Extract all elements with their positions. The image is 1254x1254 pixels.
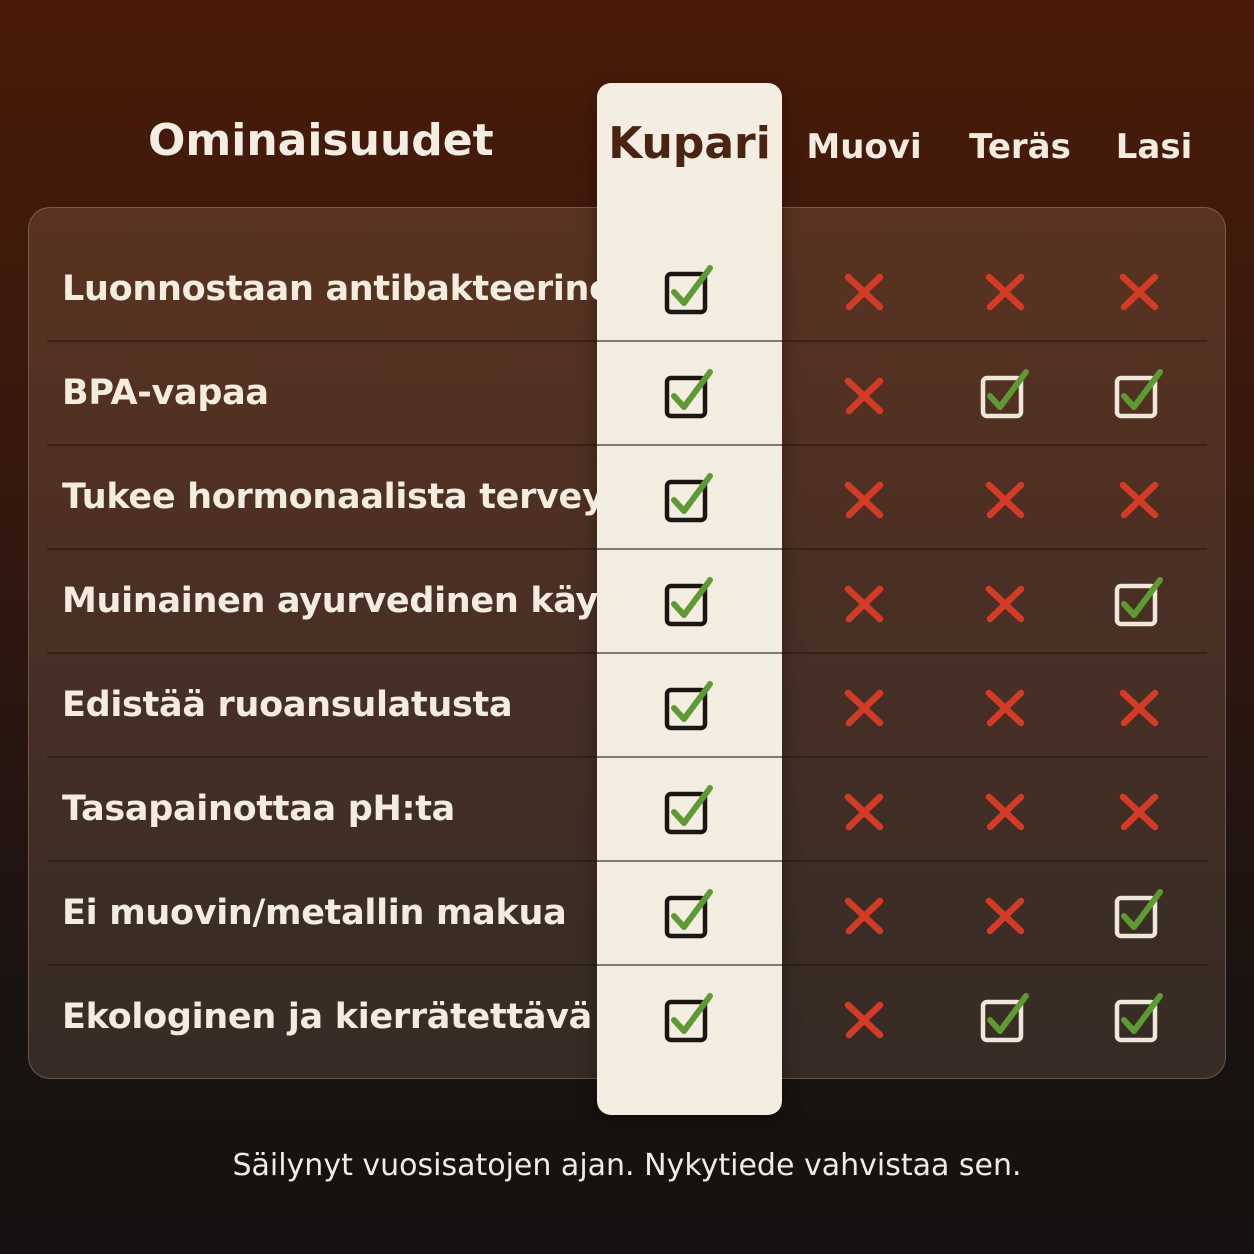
cross-icon — [837, 887, 893, 943]
check-icon — [978, 991, 1034, 1047]
cross-icon — [1112, 783, 1168, 839]
feature-header: Ominaisuudet — [148, 115, 494, 166]
cross-icon — [837, 471, 893, 527]
row-label: BPA-vapaa — [62, 373, 269, 413]
row-label: Muinainen ayurvedinen käyttötapa — [62, 581, 743, 621]
check-icon — [662, 575, 718, 631]
check-icon — [662, 367, 718, 423]
table-row — [47, 757, 1207, 861]
cross-icon — [837, 263, 893, 319]
check-icon — [1112, 575, 1168, 631]
table-row — [47, 237, 1207, 341]
cross-icon — [1112, 471, 1168, 527]
check-icon — [662, 471, 718, 527]
cross-icon — [978, 887, 1034, 943]
check-icon — [1112, 991, 1168, 1047]
row-label: Luonnostaan antibakteerinen — [62, 269, 638, 309]
table-row — [47, 445, 1207, 549]
row-label: Ei muovin/metallin makua — [62, 893, 567, 933]
column-header-kupari: Kupari — [608, 118, 771, 169]
check-icon — [1112, 887, 1168, 943]
cross-icon — [837, 575, 893, 631]
cross-icon — [837, 367, 893, 423]
cross-icon — [978, 471, 1034, 527]
row-label: Edistää ruoansulatusta — [62, 685, 513, 725]
cross-icon — [978, 575, 1034, 631]
cross-icon — [978, 679, 1034, 735]
cross-icon — [1112, 263, 1168, 319]
footer-tagline: Säilynyt vuosisatojen ajan. Nykytiede vahvistaa sen. — [232, 1148, 1022, 1183]
check-icon — [1112, 367, 1168, 423]
column-header-teras: Teräs — [969, 127, 1071, 167]
check-icon — [662, 991, 718, 1047]
check-icon — [662, 887, 718, 943]
cross-icon — [837, 991, 893, 1047]
cross-icon — [978, 263, 1034, 319]
table-row — [47, 549, 1207, 653]
check-icon — [978, 367, 1034, 423]
row-label: Ekologinen ja kierrätettävä — [62, 997, 592, 1037]
check-icon — [662, 783, 718, 839]
check-icon — [662, 679, 718, 735]
table-row — [47, 341, 1207, 445]
check-icon — [662, 263, 718, 319]
cross-icon — [1112, 679, 1168, 735]
row-label: Tasapainottaa pH:ta — [62, 789, 455, 829]
cross-icon — [978, 783, 1034, 839]
table-row — [47, 861, 1207, 965]
column-header-lasi: Lasi — [1115, 127, 1193, 167]
cross-icon — [837, 679, 893, 735]
column-header-muovi: Muovi — [806, 127, 922, 167]
table-row — [47, 653, 1207, 757]
cross-icon — [837, 783, 893, 839]
table-row — [47, 965, 1207, 1069]
row-label: Tukee hormonaalista terveyttä — [62, 477, 661, 517]
